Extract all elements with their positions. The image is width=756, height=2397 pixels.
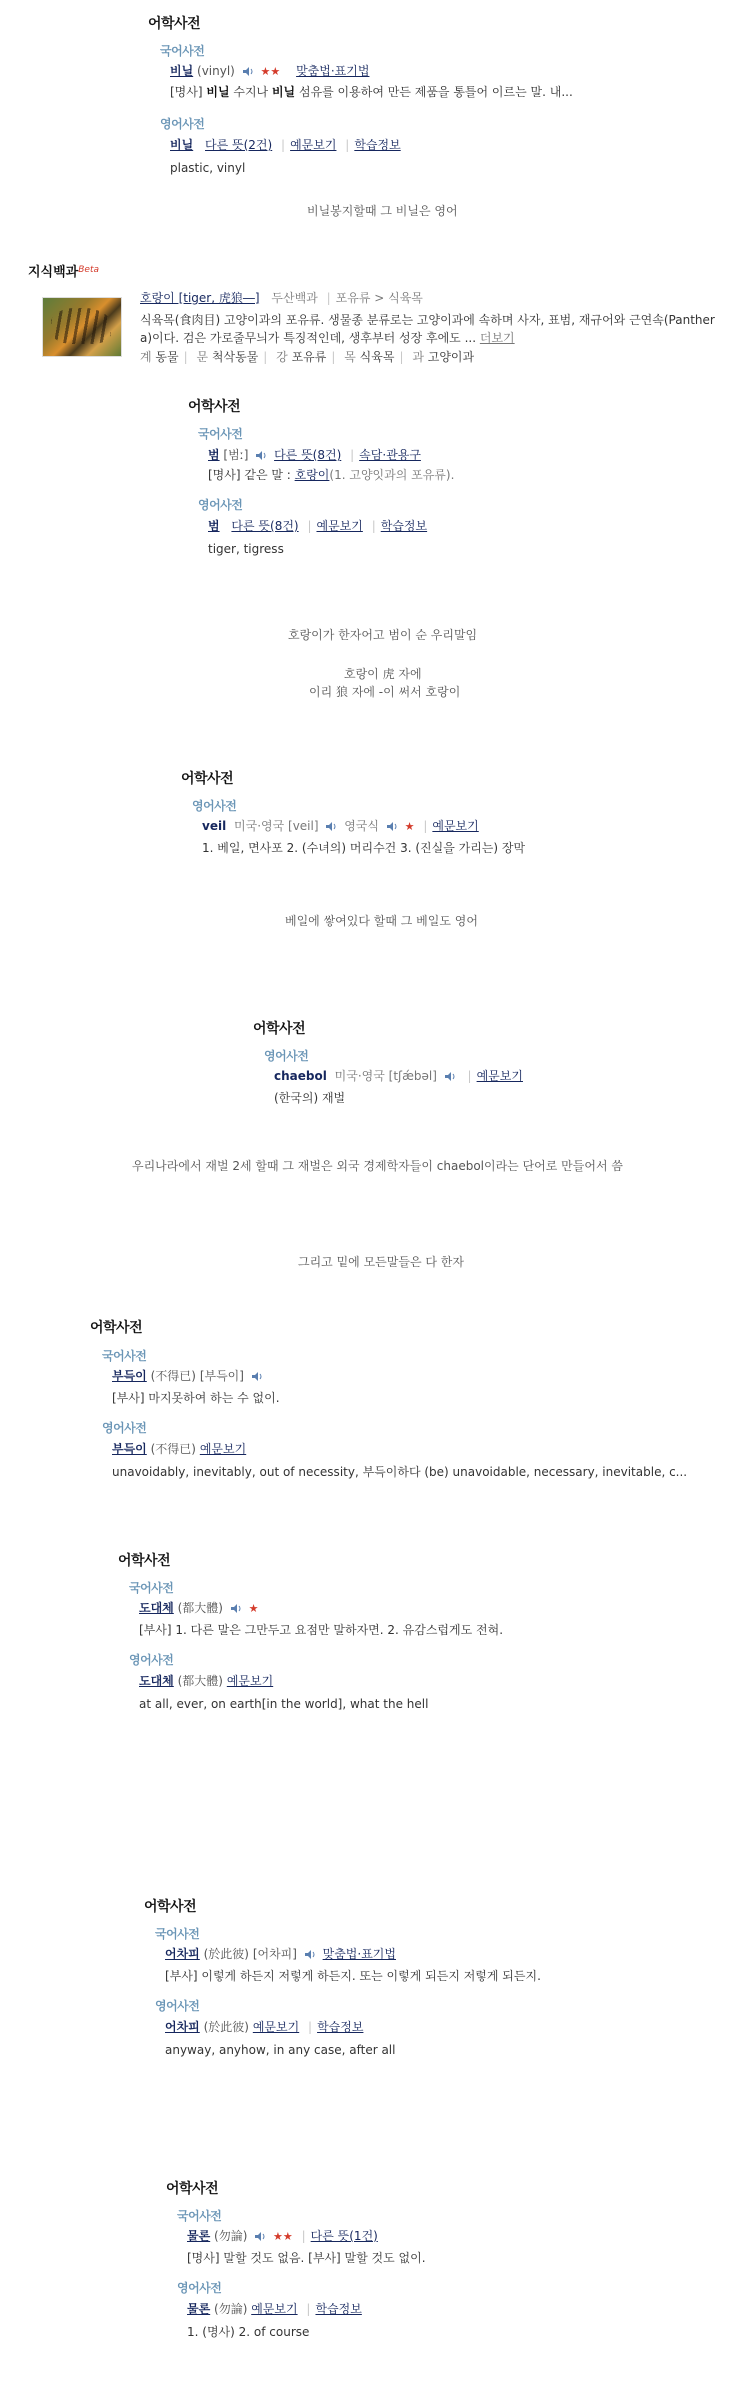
entry-row-eochapi — [165, 1946, 396, 1962]
dict-title: 어학사전 — [144, 1899, 197, 1915]
caption-note: 베일에 쌓여있다 할때 그 베일도 영어 — [285, 914, 478, 928]
uk-pron: 영국식 — [344, 819, 379, 833]
dict-title: 어학사전 — [253, 1021, 306, 1037]
en-translation: unavoidably, inevitably, out of necessity, 부득이하다 (be) unavoidable, necessary, inevitable, c... — [112, 1465, 688, 1479]
speaker-icon[interactable] — [230, 1603, 242, 1614]
examples-link[interactable]: 예문보기 — [432, 819, 479, 833]
en-dict-label: 영어사전 — [177, 2281, 222, 2295]
kb-source: 두산백과 — [271, 291, 318, 305]
examples-link[interactable]: 예문보기 — [226, 1674, 274, 1688]
en-dict-label: 영어사전 — [192, 799, 237, 813]
importance-star: ★ — [404, 820, 415, 833]
en-entry-row: 범 다른 뜻(8건) | 예문보기 | 학습정보 — [208, 519, 428, 533]
headword-link[interactable]: 범 — [208, 448, 220, 462]
en-dict-label: 영어사전 — [102, 1421, 147, 1435]
other-meanings-link[interactable]: 다른 뜻(8건) — [274, 448, 342, 462]
hanja: (於此彼) — [203, 1947, 249, 1961]
speaker-icon[interactable] — [254, 2231, 266, 2242]
en-entry-row — [139, 1673, 273, 1689]
origin-word: (vinyl) — [197, 64, 235, 78]
entry-row-mullon: 물론 (勿論) ★★ | 다른 뜻(1건) — [187, 2229, 378, 2243]
definition: [부사] 1. 다른 말은 그만두고 요점만 말하자면. 2. 유감스럽게도 전혀. — [139, 1623, 504, 1637]
synonym-link[interactable]: 호랑이 — [294, 468, 330, 482]
headword-link[interactable]: 물론 — [187, 2229, 211, 2243]
headword-link[interactable]: 어차피 — [165, 1947, 200, 1961]
kb-title-row: 호랑이 [tiger, 虎狼―] 두산백과 | 포유류 > 식육목 — [140, 291, 423, 305]
en-translation: tiger, tigress — [208, 542, 284, 556]
dict-title: 어학사전 — [148, 16, 201, 32]
en-entry-row: 물론 (勿論) 예문보기 | 학습정보 — [187, 2302, 362, 2316]
importance-star: ★ — [248, 1602, 259, 1615]
other-meanings-link[interactable]: 다른 뜻(8건) — [231, 519, 299, 533]
definition: [명사] 말할 것도 없음. [부사] 말할 것도 없이. — [187, 2251, 426, 2265]
speaker-icon[interactable] — [242, 66, 254, 77]
examples-link[interactable]: 예문보기 — [199, 1442, 247, 1456]
en-dict-label: 영어사전 — [129, 1653, 174, 1667]
taxonomy-row: 계 동물 | 문 척삭동물 | 강 포유류 | 목 식육목 | 과 고양이과 — [140, 350, 475, 364]
entry-row-chaebol: chaebol 미국·영국 [tʃǽbəl] | 예문보기 — [274, 1069, 523, 1083]
en-translation: at all, ever, on earth[in the world], what the hell — [139, 1697, 429, 1711]
kb-desc-1: 식육목(食肉目) 고양이과의 포유류. 생물종 분류로는 고양이과에 속하며 사자, 표범, 재규어와 근연속(Panther — [140, 313, 715, 327]
ko-dict-label: 국어사전 — [160, 44, 205, 58]
hanja: (於此彼) — [203, 2020, 249, 2034]
hanja: (勿論) — [214, 2229, 248, 2243]
headword-link[interactable]: veil — [202, 819, 227, 833]
examples-link[interactable]: 예문보기 — [476, 1069, 523, 1083]
caption-note: 그리고 밑에 모든말들은 다 한자 — [298, 1255, 464, 1269]
pronunciation: 미국·영국 [veil] — [234, 819, 319, 833]
hanja: (都大體) — [177, 1601, 223, 1615]
en-headword-link[interactable]: 도대체 — [139, 1674, 174, 1688]
pronunciation: [어차피] — [252, 1947, 297, 1961]
caption-note: 호랑이 虎 자에 — [344, 667, 422, 681]
headword-link[interactable]: 도대체 — [139, 1601, 174, 1615]
entry-row-veil: veil 미국·영국 [veil] 영국식 ★ | 예문보기 — [202, 819, 479, 833]
ko-dict-label: 국어사전 — [129, 1581, 174, 1595]
speaker-icon[interactable] — [386, 821, 398, 832]
kb-desc-2: a)이다. 검은 가로줄무늬가 특징적인데, 생후부터 성장 후에도 ... 더보기 — [140, 331, 515, 345]
knowledge-title: 지식백과$^{Beta}$ — [28, 265, 99, 280]
pronunciation: [범ː] — [223, 448, 249, 462]
hanja: (不得已) — [150, 1369, 196, 1383]
definition: 1. 베일, 면사포 2. (수녀의) 머리수건 3. (진실을 가리는) 장막 — [202, 841, 526, 855]
hanja: (勿論) — [214, 2302, 248, 2316]
beta-badge: Beta — [78, 265, 99, 275]
tiger-thumbnail[interactable] — [42, 297, 122, 357]
definition: [부사] 마지못하여 하는 수 없이. — [112, 1391, 280, 1405]
caption-note: 호랑이가 한자어고 범이 순 우리말임 — [288, 628, 478, 642]
study-link[interactable]: 학습정보 — [317, 2020, 364, 2034]
caption-note: 비닐봉지할때 그 비닐은 영어 — [307, 204, 458, 218]
en-headword-link[interactable]: 범 — [208, 519, 220, 533]
definition: [명사] 비닐 수지나 비닐 섬유를 이용하여 만든 제품을 통틀어 이르는 말. 내... — [170, 85, 573, 99]
entry-row-dodaeche — [139, 1600, 259, 1617]
speaker-icon[interactable] — [255, 450, 267, 461]
speaker-icon[interactable] — [251, 1371, 263, 1382]
speaker-icon[interactable] — [304, 1949, 316, 1960]
hanja: (不得已) — [150, 1442, 196, 1456]
en-dict-label: 영어사전 — [198, 498, 243, 512]
entry-row-vinyl — [170, 63, 369, 80]
study-link[interactable]: 학습정보 — [354, 138, 401, 152]
examples-link[interactable]: 예문보기 — [290, 138, 337, 152]
en-translation: anyway, anyhow, in any case, after all — [165, 2043, 396, 2057]
en-translation: 1. (명사) 2. of course — [187, 2325, 310, 2339]
en-entry-row: 어차피 (於此彼) 예문보기 | 학습정보 — [165, 2020, 364, 2034]
en-dict-label: 영어사전 — [264, 1049, 309, 1063]
en-headword-link[interactable]: 어차피 — [165, 2020, 200, 2034]
kb-title-link[interactable]: 호랑이 [tiger, 虎狼―] — [140, 291, 260, 305]
importance-stars: ★★ — [260, 65, 281, 78]
more-link[interactable]: 더보기 — [479, 331, 515, 345]
en-translation: plastic, vinyl — [170, 161, 246, 175]
caption-note: 우리나라에서 재벌 2세 할때 그 재벌은 외국 경제학자들이 chaebol이라는 단어로 만들어서 씀 — [132, 1159, 623, 1173]
spelling-link[interactable]: 맞춤법·표기법 — [322, 1947, 396, 1961]
proverb-link[interactable]: 속담·관용구 — [359, 448, 421, 462]
spelling-link[interactable]: 맞춤법·표기법 — [296, 64, 370, 78]
study-link[interactable]: 학습정보 — [380, 519, 428, 533]
kb-path: 포유류 > 식육목 — [335, 291, 423, 305]
en-headword-link[interactable]: 비닐 — [170, 138, 194, 152]
en-dict-label: 영어사전 — [155, 1999, 200, 2013]
ko-dict-label: 국어사전 — [198, 427, 243, 441]
hanja: (都大體) — [177, 1674, 223, 1688]
en-entry-row — [112, 1441, 246, 1457]
definition: [부사] 이렇게 하든지 저렇게 하든지. 또는 이렇게 되든지 저렇게 되든지. — [165, 1969, 541, 1983]
examples-link[interactable]: 예문보기 — [252, 2020, 300, 2034]
definition: (한국의) 재벌 — [274, 1091, 346, 1105]
ko-dict-label: 국어사전 — [177, 2209, 222, 2223]
study-link[interactable]: 학습정보 — [315, 2302, 362, 2316]
examples-link[interactable]: 예문보기 — [316, 519, 363, 533]
dict-title: 어학사전 — [181, 771, 234, 787]
en-dict-label: 영어사전 — [160, 117, 205, 131]
importance-stars: ★★ — [273, 2230, 293, 2243]
ko-dict-label: 국어사전 — [102, 1349, 147, 1363]
examples-link[interactable]: 예문보기 — [251, 2302, 298, 2316]
other-meanings-link[interactable]: 다른 뜻(2건) — [205, 138, 273, 152]
pronunciation: 미국·영국 [tʃǽbəl] — [334, 1069, 437, 1083]
definition: [명사] 같은 말 : 호랑이(1. 고양잇과의 포유류). — [208, 468, 455, 482]
en-headword-link[interactable]: 물론 — [187, 2302, 211, 2316]
dict-title: 어학사전 — [118, 1553, 171, 1569]
headword-link[interactable]: 부득이 — [112, 1369, 147, 1383]
headword-link[interactable]: chaebol — [274, 1069, 327, 1083]
other-meanings-link[interactable]: 다른 뜻(1건) — [310, 2229, 378, 2243]
caption-note: 이리 狼 자에 -이 써서 호랑이 — [309, 685, 461, 699]
speaker-icon[interactable] — [444, 1071, 456, 1082]
dict-title: 어학사전 — [90, 1320, 143, 1336]
pronunciation: [부득이] — [199, 1369, 244, 1383]
speaker-icon[interactable] — [325, 821, 337, 832]
ko-dict-label: 국어사전 — [155, 1927, 200, 1941]
en-entry-row: 비닐 다른 뜻(2건) | 예문보기 | 학습정보 — [170, 138, 401, 152]
en-headword-link[interactable]: 부득이 — [112, 1442, 147, 1456]
dict-title: 어학사전 — [166, 2181, 219, 2197]
entry-row-budeuki — [112, 1368, 266, 1384]
entry-row-beom: 범 [범ː] 다른 뜻(8건) | 속담·관용구 — [208, 448, 421, 462]
dict-title: 어학사전 — [188, 399, 241, 415]
headword-link[interactable]: 비닐 — [170, 64, 194, 78]
